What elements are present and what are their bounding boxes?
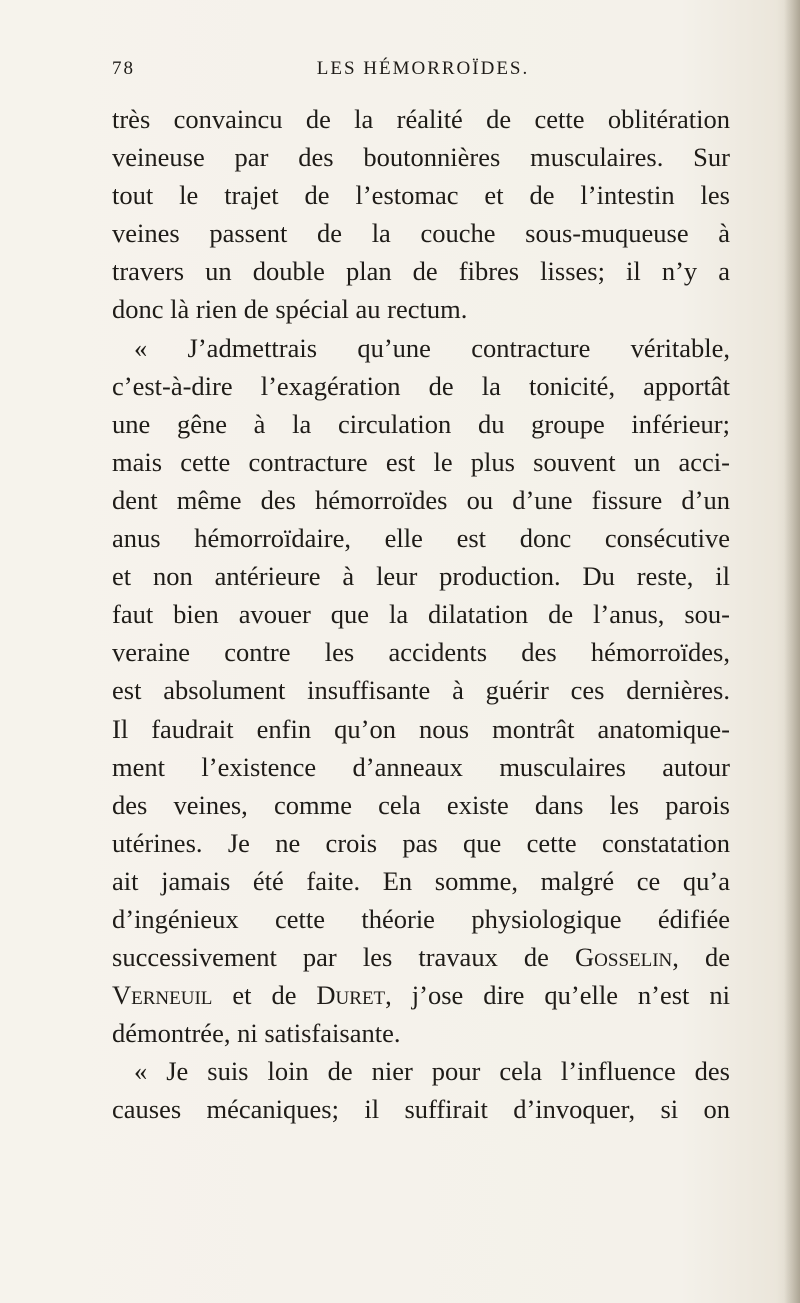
text-line: des veines, comme cela existe dans les parois bbox=[112, 789, 730, 820]
text-line: très convaincu de la réalité de cette oblitération bbox=[112, 104, 730, 134]
text-line: donc là rien de spécial au rectum. bbox=[112, 294, 468, 325]
text-line: veineuse par des boutonnières musculaires. Sur bbox=[112, 142, 730, 173]
text-line: c’est-à-dire l’exagération de la tonicité, apportât bbox=[112, 370, 730, 401]
text-line: démontrée, ni satisfaisante. bbox=[112, 1018, 401, 1049]
text-line: « J’admettrais qu’une contracture véritable, bbox=[134, 332, 730, 363]
text-line: causes mécaniques; il suffirait d’invoquer, si on bbox=[112, 1094, 730, 1125]
page-edge-shadow bbox=[784, 0, 800, 1303]
text-line: veines passent de la couche sous-muqueuse à bbox=[112, 218, 730, 249]
text-segment: et de bbox=[212, 980, 317, 1011]
text-line: dent même des hémorroïdes ou d’une fissure d’un bbox=[112, 484, 730, 515]
author-name-verneuil: Verneuil bbox=[112, 980, 213, 1011]
text-segment: , de bbox=[672, 942, 731, 973]
text-line: « Je suis loin de nier pour cela l’influence des bbox=[134, 1056, 730, 1087]
text-line: anus hémorroïdaire, elle est donc consécutive bbox=[112, 523, 730, 554]
text-line: une gêne à la circulation du groupe inférieur; bbox=[112, 408, 730, 439]
text-line: est absolument insuffisante à guérir ces dernières. bbox=[112, 675, 730, 706]
text-line: d’ingénieux cette théorie physiologique édifiée bbox=[112, 903, 730, 934]
text-line: faut bien avouer que la dilatation de l’anus, sou- bbox=[112, 599, 730, 630]
text-line bbox=[112, 938, 730, 976]
author-name-duret: Duret bbox=[316, 980, 386, 1011]
text-line: Il faudrait enfin qu’on nous montrât anatomique- bbox=[112, 713, 730, 744]
page-number: 78 bbox=[112, 58, 135, 79]
running-title: LES HÉMORROÏDES. bbox=[316, 58, 530, 79]
text-line: mais cette contracture est le plus souvent un acci- bbox=[112, 446, 730, 477]
text-line: travers un double plan de fibres lisses; il n’y a bbox=[112, 256, 730, 287]
text-line: ait jamais été faite. En somme, malgré ce qu’a bbox=[112, 865, 730, 896]
text-line: et non antérieure à leur production. Du reste, il bbox=[112, 561, 730, 592]
text-line: ment l’existence d’anneaux musculaires autour bbox=[112, 751, 730, 782]
author-name-gosselin: Gosselin bbox=[575, 942, 673, 973]
body-text bbox=[112, 100, 730, 1129]
text-line: tout le trajet de l’estomac et de l’intestin les bbox=[112, 180, 730, 211]
running-head bbox=[112, 58, 724, 88]
text-line: veraine contre les accidents des hémorroïdes, bbox=[112, 637, 730, 668]
text-segment: , j’ose dire qu’elle n’est ni bbox=[385, 980, 730, 1011]
text-line bbox=[112, 976, 730, 1014]
text-segment: successivement par les travaux de bbox=[112, 942, 549, 973]
text-line: utérines. Je ne crois pas que cette constatation bbox=[112, 827, 730, 858]
